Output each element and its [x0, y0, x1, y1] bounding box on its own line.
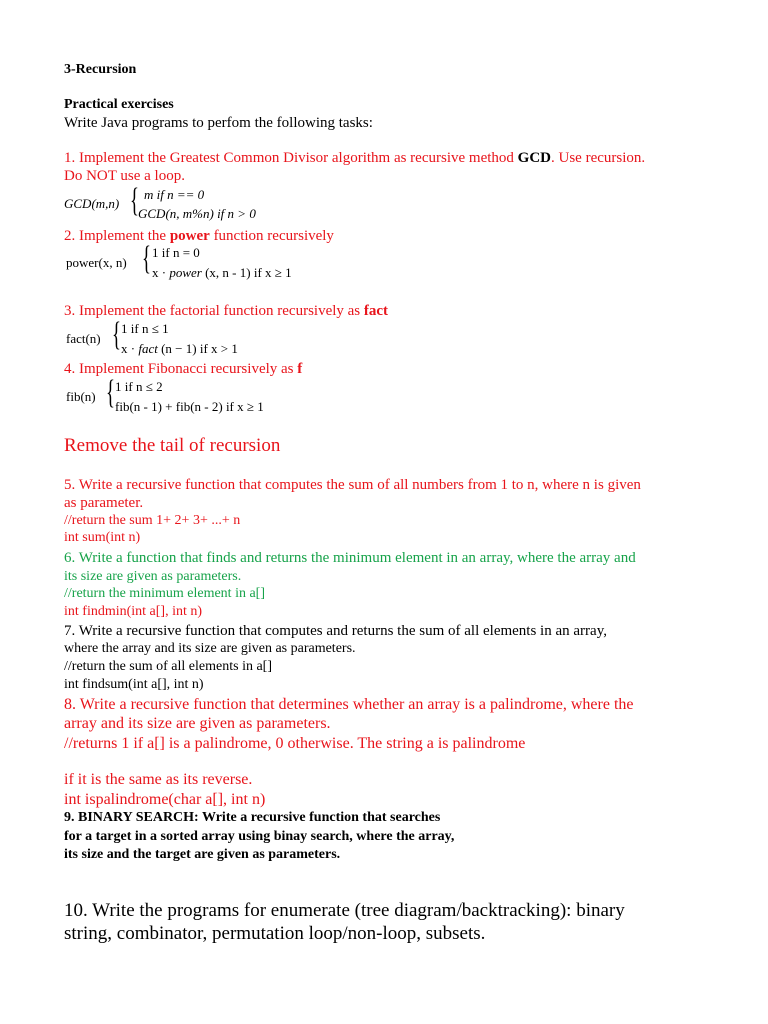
fib-formula: [64, 374, 304, 418]
exercise-3-line1: 3. Implement the factorial function recursively as fact: [64, 303, 389, 319]
formula-lhs: fib(n): [66, 389, 96, 404]
formula-case-2: fib(n - 1) + fib(n - 2) if x ≥ 1: [115, 399, 264, 414]
page-title: 3-Recursion: [64, 62, 137, 77]
exercise-4-line1: 4. Implement Fibonacci recursively as f: [64, 361, 303, 377]
exercise-5-signature: int sum(int n): [64, 530, 141, 545]
exercise-10-line1: 10. Write the programs for enumerate (tree diagram/backtracking): binary: [64, 900, 625, 921]
exercise-5-line2: as parameter.: [64, 495, 144, 511]
f-keyword: f: [297, 361, 303, 377]
exercise-6-comment: //return the minimum element in a[]: [64, 586, 265, 601]
power-keyword: power: [169, 228, 210, 244]
formula-brace: {: [130, 182, 139, 219]
formula-case-1: 1 if n ≤ 2: [115, 379, 163, 394]
exercise-10-line2: string, combinator, permutation loop/non-loop, subsets.: [64, 923, 486, 944]
formula-lhs: GCD(m,n): [64, 196, 120, 211]
formula-case-2: GCD(n, m%n) if n > 0: [138, 206, 256, 221]
tail-recursion-heading: Remove the tail of recursion: [64, 435, 281, 456]
gcd-keyword: GCD: [517, 150, 551, 166]
formula-case-2: x · fact (n − 1) if x > 1: [121, 341, 238, 356]
exercise-9-line1: 9. BINARY SEARCH: Write a recursive function that searches: [64, 810, 441, 825]
gcd-formula: [64, 182, 304, 226]
formula-case-2: x · power (x, n - 1) if x ≥ 1: [152, 265, 292, 280]
exercise-7-line1: 7. Write a recursive function that computes and returns the sum of all elements in an array,: [64, 623, 607, 639]
formula-case-1: m if n == 0: [144, 187, 205, 202]
formula-case-1: 1 if n ≤ 1: [121, 321, 169, 336]
intro-text: Write Java programs to perfom the following tasks:: [64, 115, 373, 131]
formula-lhs: fact(n): [66, 331, 101, 346]
section-heading-practical: Practical exercises: [64, 97, 174, 112]
exercise-6-line1: 6. Write a function that finds and returns the minimum element in an array, where the array and: [64, 550, 636, 566]
exercise-8-signature: int ispalindrome(char a[], int n): [64, 791, 266, 808]
exercise-1-line2: Do NOT use a loop.: [64, 168, 185, 184]
fact-keyword: fact: [363, 303, 389, 319]
exercise-5-comment: //return the sum 1+ 2+ 3+ ...+ n: [64, 513, 241, 528]
exercise-7-signature: int findsum(int a[], int n): [64, 677, 204, 692]
exercise-5-line1: 5. Write a recursive function that computes the sum of all numbers from 1 to n, where n is given: [64, 477, 641, 493]
power-formula: [64, 240, 334, 284]
exercise-2-line1: 2. Implement the power function recursively: [64, 228, 334, 244]
exercise-8-line1: 8. Write a recursive function that determines whether an array is a palindrome, where the: [64, 696, 634, 713]
exercise-1-line1: 1. Implement the Greatest Common Divisor algorithm as recursive method GCD. Use recursion.: [64, 150, 646, 166]
formula-brace: {: [106, 374, 115, 411]
exercise-6-line2: its size are given as parameters.: [64, 569, 242, 584]
exercise-7-comment: //return the sum of all elements in a[]: [64, 659, 272, 674]
formula-lhs: power(x, n): [66, 255, 127, 270]
exercise-6-signature: int findmin(int a[], int n): [64, 604, 203, 619]
formula-brace: {: [142, 240, 151, 277]
exercise-8-comment: //returns 1 if a[] is a palindrome, 0 otherwise. The string a is palindrome: [64, 735, 526, 752]
exercise-9-line3: its size and the target are given as parameters.: [64, 847, 341, 862]
exercise-9-line2: for a target in a sorted array using binay search, where the array,: [64, 829, 455, 844]
exercise-7-line2: where the array and its size are given as parameters.: [64, 641, 356, 656]
exercise-8-line2: array and its size are given as parameters.: [64, 715, 331, 732]
fact-formula: [64, 316, 294, 360]
formula-case-1: 1 if n = 0: [152, 245, 200, 260]
formula-brace: {: [112, 316, 121, 353]
exercise-8-line4: if it is the same as its reverse.: [64, 771, 253, 788]
